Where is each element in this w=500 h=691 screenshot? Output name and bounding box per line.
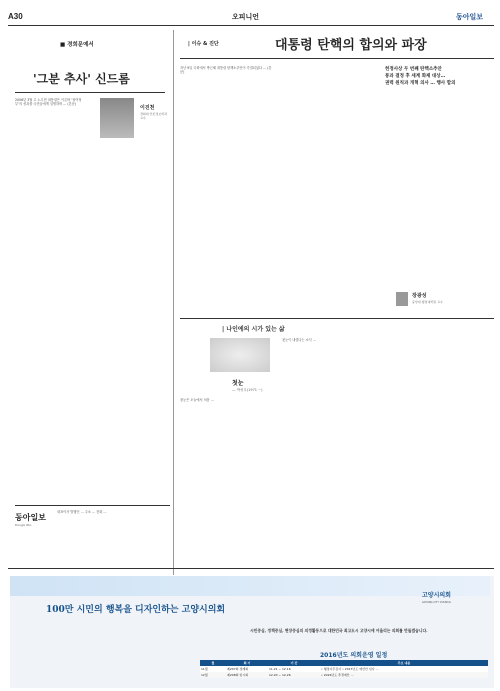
table-header: 기 간 — [290, 661, 298, 665]
author-title: 경희대 언론정보학과 교수 — [140, 112, 168, 120]
city-council-ad — [10, 576, 494, 688]
ad-photo — [10, 576, 490, 596]
poem-label: | 나인에의 시가 있는 삶 — [222, 326, 285, 333]
main-author-name: 장광성 — [412, 293, 427, 299]
table-header: 주요 내용 — [397, 661, 411, 665]
column-body: 2006년 3월 고 노무현 대통령은 이른바 ‘참여정부’의 성과를 국민들에게 설명하며 … (본문) — [15, 98, 82, 107]
newspaper-logo: 동아일보 — [456, 13, 484, 21]
page-number: A30 — [8, 12, 23, 21]
table-cell: • 2016년도 추경예산 … — [321, 673, 354, 677]
column-headline: '그분 추사' 신드롬 — [33, 72, 130, 86]
ad-schedule-table — [200, 660, 488, 678]
table-header: 월 — [211, 661, 215, 665]
table-row — [200, 672, 488, 678]
main-deck: 헌정사상 두 번째 탄핵소추안 통과 결정 후 세계 화제 대상… 권력 원칙과 개혁 의사 … 행사 합의 — [385, 67, 456, 86]
table-cell: • 행정사무감사 • 2017년도 예산안 심사 … — [321, 667, 379, 671]
author-photo — [100, 98, 134, 138]
main-body-1: 지난 9일 국회에서 박근혜 대통령 탄핵소추안이 가결되었다 … (본문) — [180, 66, 272, 75]
poem-verse: 첫눈은 오늘에서 처음 … — [180, 398, 214, 402]
main-tag: | 이슈 & 진단 — [188, 41, 219, 47]
masthead-info: 대표이사 발행인 … 주소 … 전화 … — [57, 510, 107, 514]
table-cell: 제208회 임시회 — [227, 673, 249, 677]
section-title: 오피니언 — [232, 13, 260, 21]
table-header: 회 기 — [243, 661, 251, 665]
main-headline: 대통령 탄핵의 합의와 파장 — [275, 38, 427, 53]
column-label: ■ 경희문예서 — [60, 42, 94, 48]
ad-schedule-title: 2016년도 의회운영 일정 — [320, 652, 388, 659]
poem-commentary: 첫눈이 내렸다는 소식 … — [282, 338, 316, 342]
poem-title: 첫눈 — [232, 380, 244, 387]
table-cell: 12.20 ~ 12.26 — [269, 673, 291, 677]
ad-desc: 시민중심, 정책중심, 현장중심의 의정활동으로 대한민국 최고도시 고양시에 어울리는 의회를 만들겠습니다. — [250, 628, 428, 633]
page-header — [8, 10, 494, 24]
table-cell: 11월 — [201, 667, 208, 671]
table-cell: 제207회 정례회 — [227, 667, 249, 671]
main-author-photo — [396, 292, 408, 306]
table-cell: 11.21 ~ 12.16 — [269, 667, 291, 671]
poem-illustration — [210, 338, 270, 372]
ad-org-en: GOYANG CITY COUNCIL — [422, 601, 452, 604]
masthead-logo: 동아일보 — [15, 513, 46, 522]
ad-org-name: 고양시의회 — [422, 592, 451, 599]
main-body-2 — [282, 66, 377, 316]
poem-subtitle: — 박성우(1971 ~) — [232, 388, 263, 392]
author-name: 이진천 — [140, 105, 155, 111]
ad-slogan: 100만 시민의 행복을 디자인하는 고양시의회 — [46, 605, 226, 615]
column-body-2 — [90, 146, 168, 500]
masthead-box — [15, 505, 170, 566]
main-body-3 — [385, 110, 490, 316]
table-cell: 12월 — [201, 673, 208, 677]
masthead-sub: DongA Ilbo — [15, 523, 32, 527]
ad-org-logo — [422, 582, 451, 604]
main-author-title: 중앙대 행정대학원 교수 — [412, 300, 443, 304]
